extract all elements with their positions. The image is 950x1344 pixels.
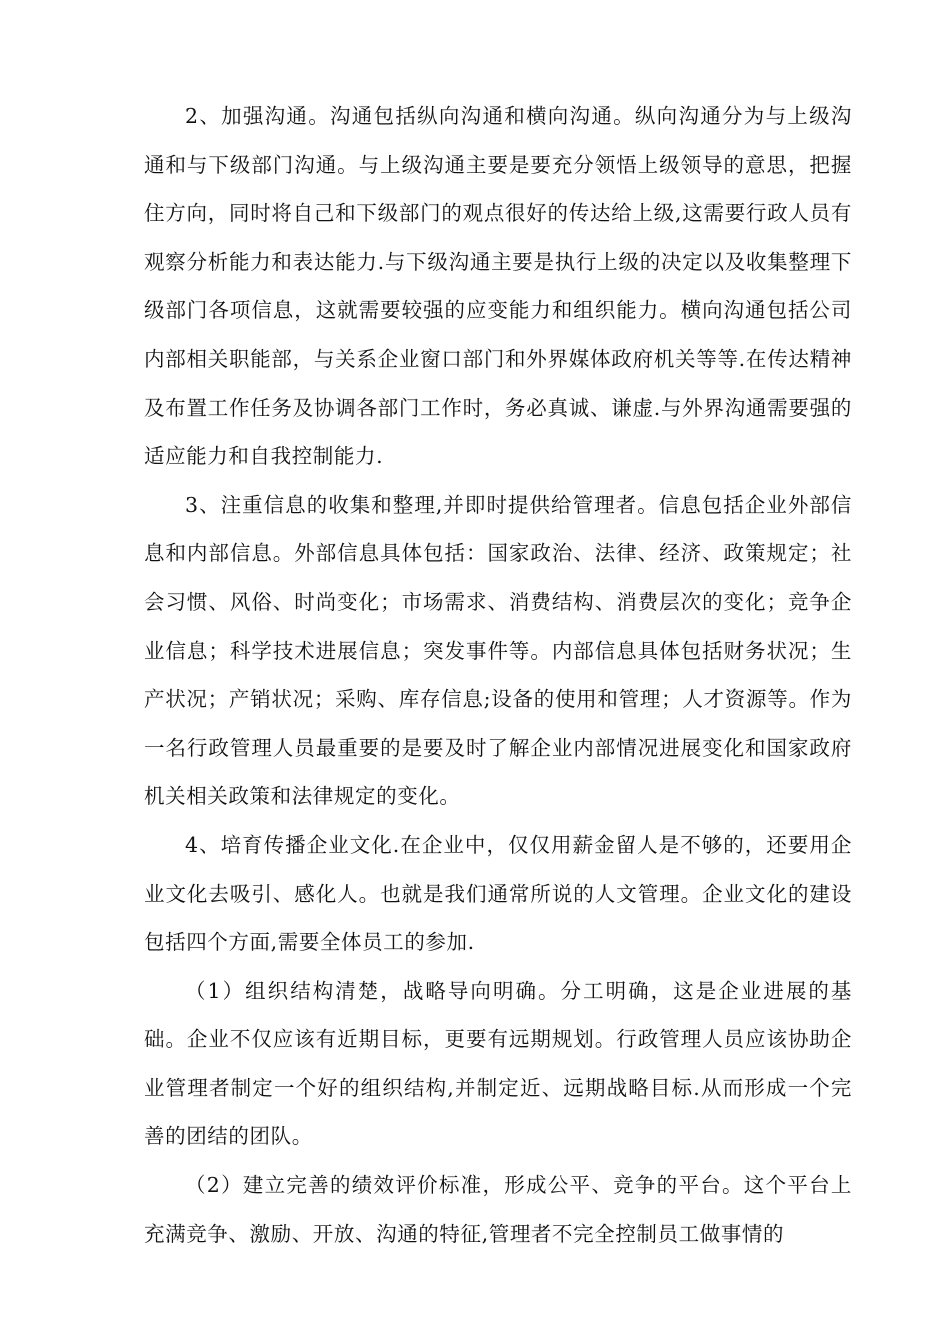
paragraph-information: 3、注重信息的收集和整理,并即时提供给管理者。信息包括企业外部信息和内部信息。外部信息具体包括：国家政治、法律、经济、政策规定；社会习惯、风俗、时尚变化；市场需求、消费结构、消费层次的变化；竞争企业信息；科学技术进展信息；突发事件等。内部信息具体包括财务状况；生产状况；产销状况；采购、库存信息;设备的使用和管理；人才资源等。作为一名行政管理人员最重要的是要及时了解企业内部情况进展变化和国家政府机关相关政策和法律规定的变化。 [144,492,852,809]
document-body [144,92,852,1258]
paragraph-communication: 2、加强沟通。沟通包括纵向沟通和横向沟通。纵向沟通分为与上级沟通和与下级部门沟通。与上级沟通主要是要充分领悟上级领导的意思，把握住方向，同时将自己和下级部门的观点很好的传达给上级,这需要行政人员有观察分析能力和表达能力.与下级沟通主要是执行上级的决定以及收集整理下级部门各项信息，这就需要较强的应变能力和组织能力。横向沟通包括公司内部相关职能部，与关系企业窗口部门和外界媒体政府机关等等.在传达精神及布置工作任务及协调各部门工作时，务必真诚、谦虚.与外界沟通需要强的适应能力和自我控制能力. [144,104,852,469]
paragraph-structure: （1）组织结构清楚，战略导向明确。分工明确，这是企业进展的基础。企业不仅应该有近期目标，更要有远期规划。行政管理人员应该协助企业管理者制定一个好的组织结构,并制定近、远期战略目标.从而形成一个完善的团结的团队。 [144,978,852,1149]
paragraph-evaluation: （2）建立完善的绩效评价标准，形成公平、竞争的平台。这个平台上充满竞争、激励、开放、沟通的特征,管理者不完全控制员工做事情的 [144,1173,852,1246]
paragraph-culture: 4、培育传播企业文化.在企业中，仅仅用薪金留人是不够的，还要用企业文化去吸引、感化人。也就是我们通常所说的人文管理。企业文化的建设包括四个方面,需要全体员工的参加. [144,832,852,955]
